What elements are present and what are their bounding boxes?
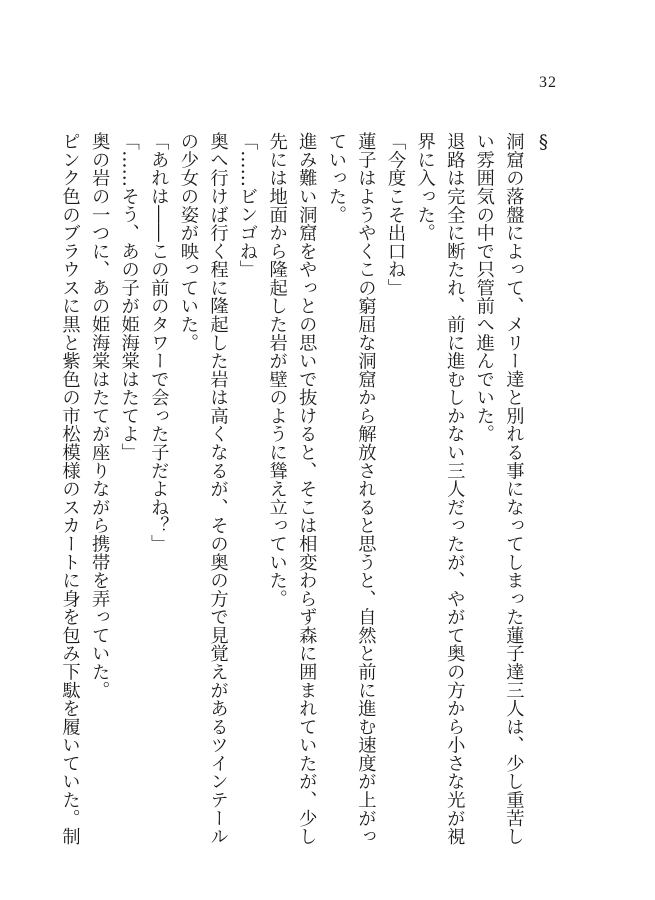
text-line: 奥の岩の一つに、あの姫海棠はたてが座りながら携帯を弄っていた。 xyxy=(89,132,111,699)
text-line: 「……そう、あの子が姫海棠はたてよ」 xyxy=(118,132,140,462)
text-line: 先には地面から隆起した岩が壁のように聳え立っていた。 xyxy=(266,132,288,608)
text-line: 「あれは――この前のタワーで会った子だよね？」 xyxy=(148,132,170,553)
text-line: 進み難い洞窟をやっとの思いで抜けると、そこは相変わらず森に囲まれていたが、少し xyxy=(296,132,318,846)
section-mark: § xyxy=(533,132,554,153)
text-line: い雰囲気の中で只管前へ進んでいた。 xyxy=(473,132,495,443)
text-line: の少女の姿が映っていた。 xyxy=(177,132,199,352)
text-line: 「……ビンゴね」 xyxy=(237,132,259,279)
text-line: 洞窟の落盤によって、メリー達と別れる事になってしまった蓮子達三人は、少し重苦し xyxy=(503,132,525,846)
text-line: ピンク色のブラウスに黒と紫色の市松模様のスカートに身を包み下駄を履いていた。制 xyxy=(59,132,81,846)
vertical-text-body xyxy=(55,132,558,846)
text-line: ていった。 xyxy=(325,132,347,224)
text-line: 退路は完全に断たれ、前に進むしかない三人だったが、やがて奥の方から小さな光が視 xyxy=(444,132,466,846)
page-number: 32 xyxy=(539,74,557,91)
text-line: 奥へ行けば行く程に隆起した岩は高くなるが、その奥の方で見覚えがあるツインテール xyxy=(207,132,229,846)
text-line: 蓮子はようやくこの窮屈な洞窟から解放されると思うと、自然と前に進む速度が上がっ xyxy=(355,132,377,846)
text-line: 「今度こそ出口ね」 xyxy=(385,132,407,297)
text-line: 界に入った。 xyxy=(414,132,436,242)
